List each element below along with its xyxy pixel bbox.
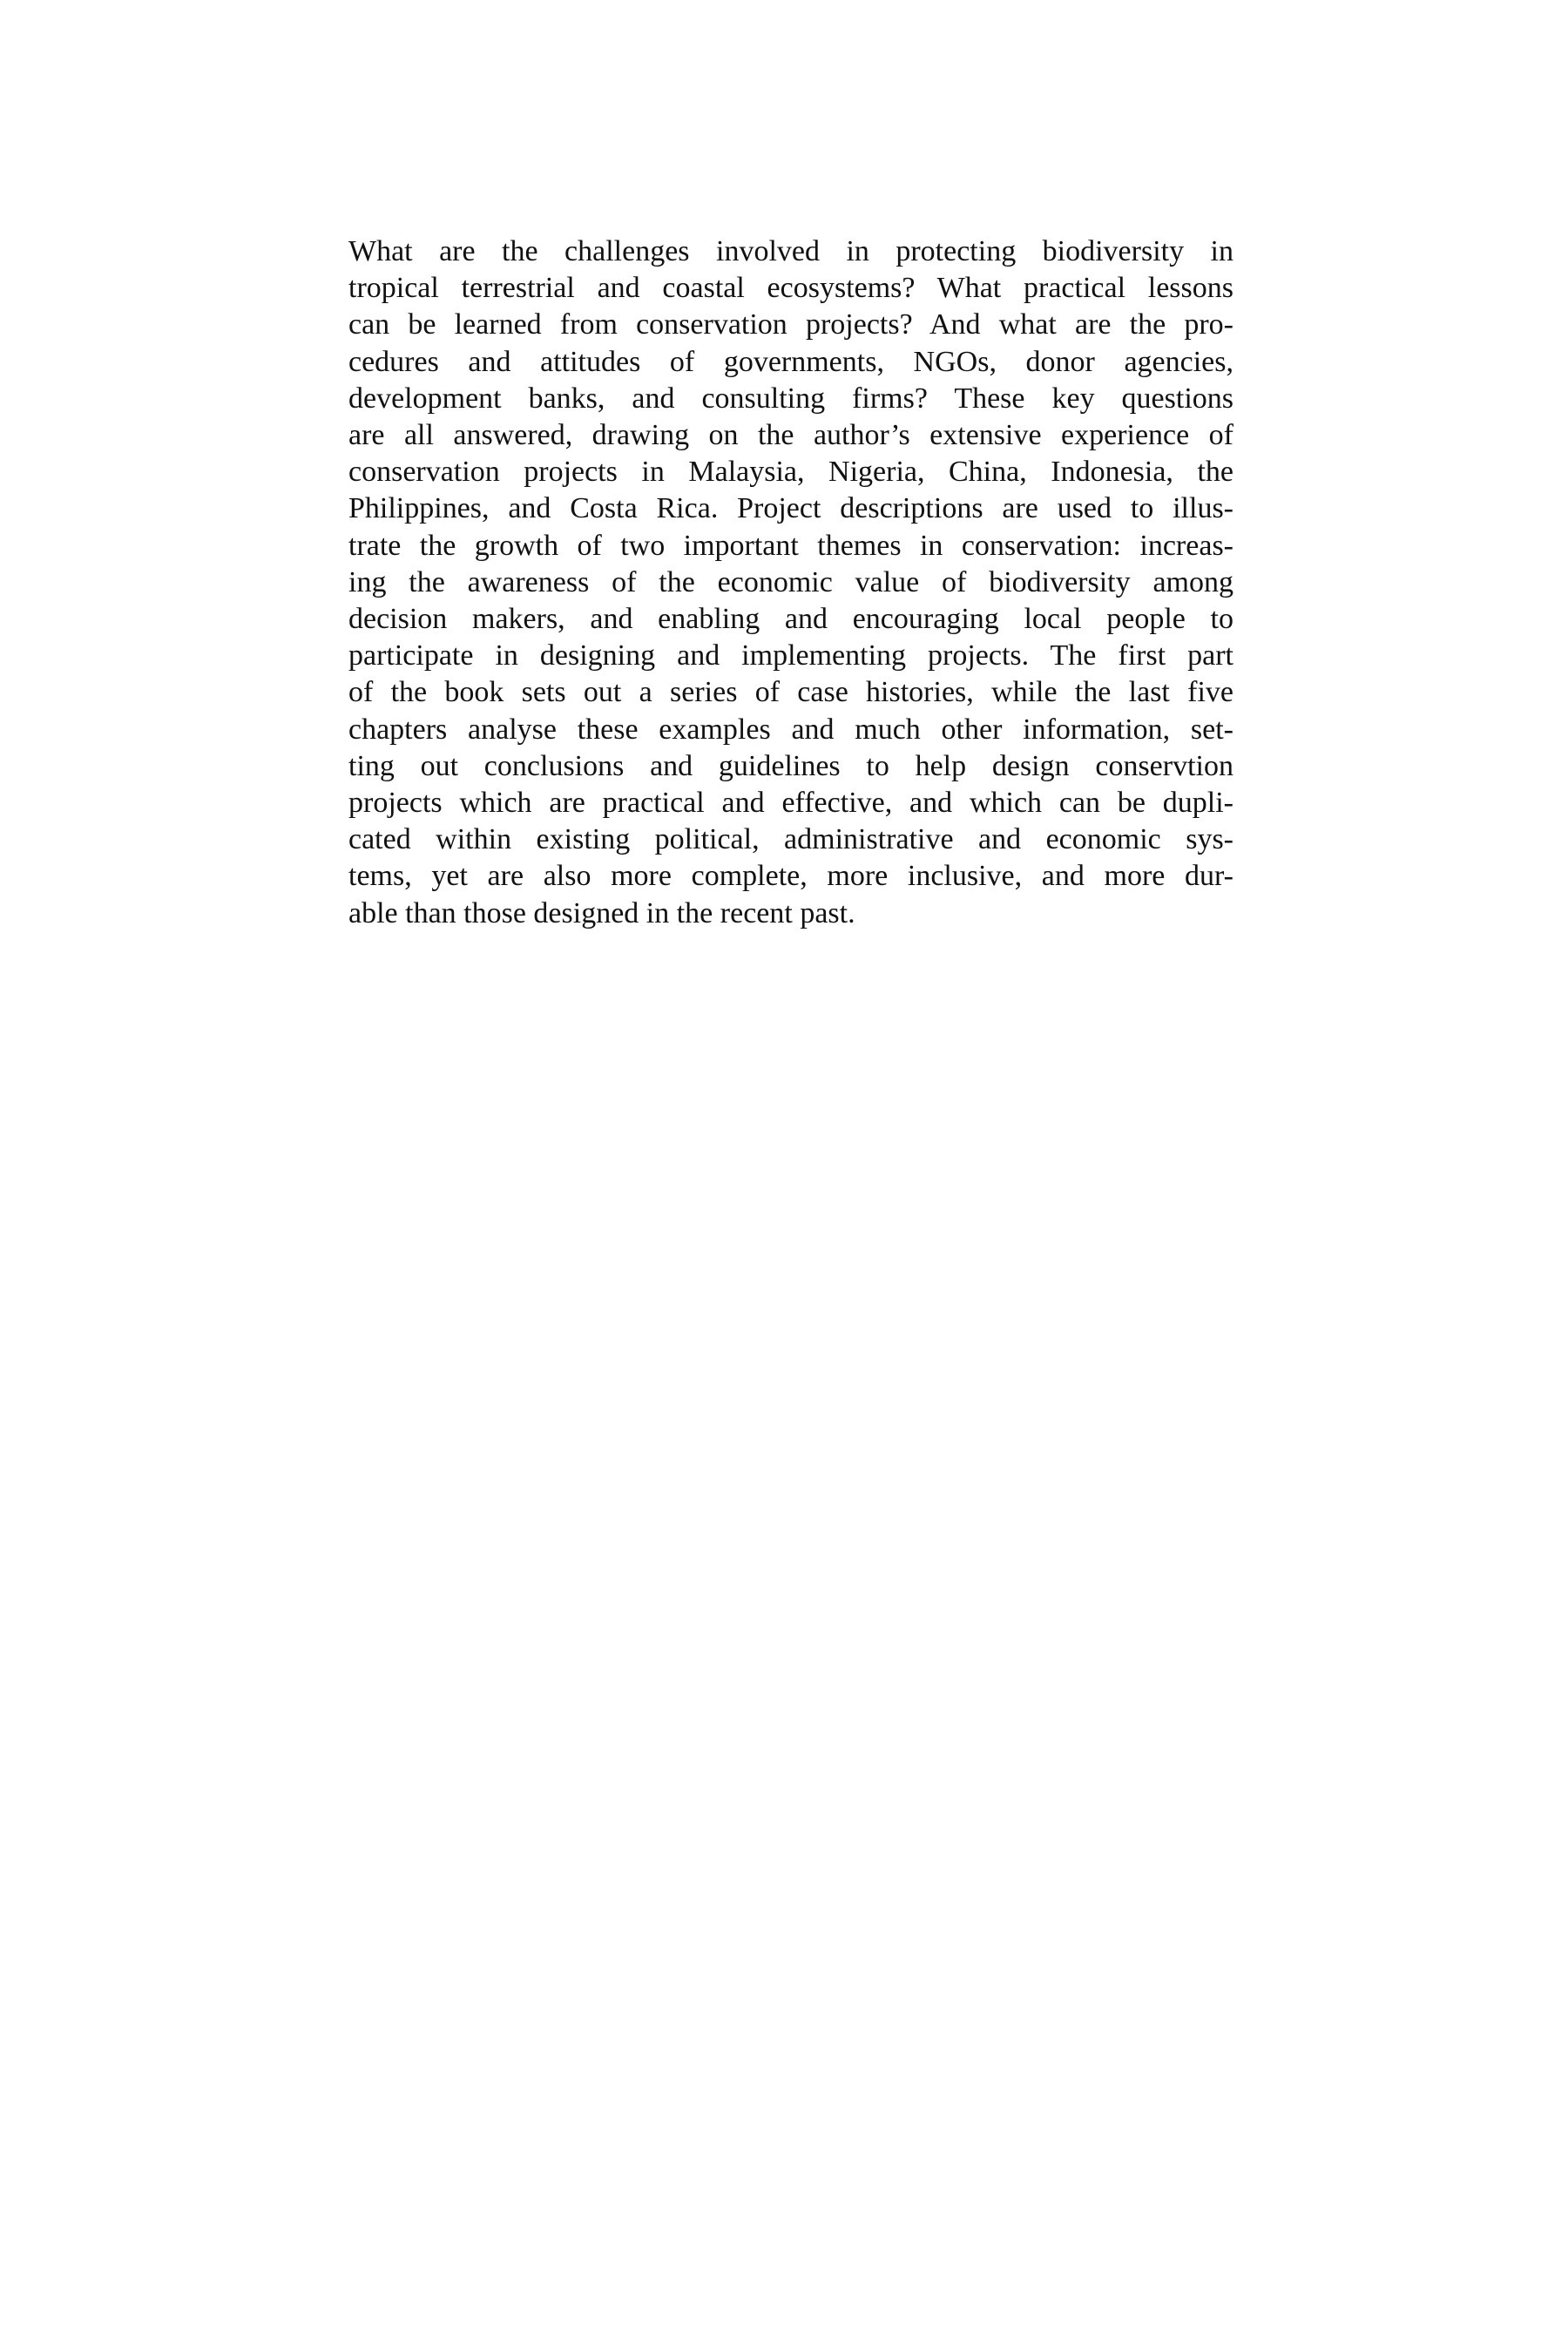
text-line: cedures and attitudes of governments, NGOs, donor agencies, <box>348 345 1233 378</box>
text-line: able than those designed in the recent past. <box>348 896 855 929</box>
text-line: decision makers, and enabling and encouraging local people to <box>348 603 1233 636</box>
text-line: chapters analyse these examples and much other information, set- <box>348 713 1233 746</box>
text-line: ting out conclusions and guidelines to help design conservtion <box>348 749 1233 782</box>
text-line: cated within existing political, administrative and economic sys- <box>348 823 1233 856</box>
text-line: can be learned from conservation projects? And what are the pro- <box>348 308 1233 341</box>
text-line: tems, yet are also more complete, more inclusive, and more dur- <box>348 860 1233 893</box>
text-line: projects which are practical and effective, and which can be dupli- <box>348 787 1233 820</box>
book-description <box>348 233 1233 932</box>
text-line: Philippines, and Costa Rica. Project descriptions are used to illus- <box>348 492 1233 525</box>
text-line: development banks, and consulting firms? These key questions <box>348 382 1233 415</box>
text-line: tropical terrestrial and coastal ecosystems? What practical lessons <box>348 272 1233 305</box>
text-line: What are the challenges involved in protecting biodiversity in <box>348 235 1233 267</box>
text-line: conservation projects in Malaysia, Nigeria, China, Indonesia, the <box>348 456 1233 489</box>
text-line: are all answered, drawing on the author’s extensive experience of <box>348 419 1233 452</box>
text-line: participate in designing and implementing projects. The first part <box>348 639 1233 672</box>
text-line: trate the growth of two important themes in conservation: increas- <box>348 529 1233 562</box>
text-line: of the book sets out a series of case histories, while the last five <box>348 676 1233 709</box>
text-line: ing the awareness of the economic value of biodiversity among <box>348 565 1233 598</box>
